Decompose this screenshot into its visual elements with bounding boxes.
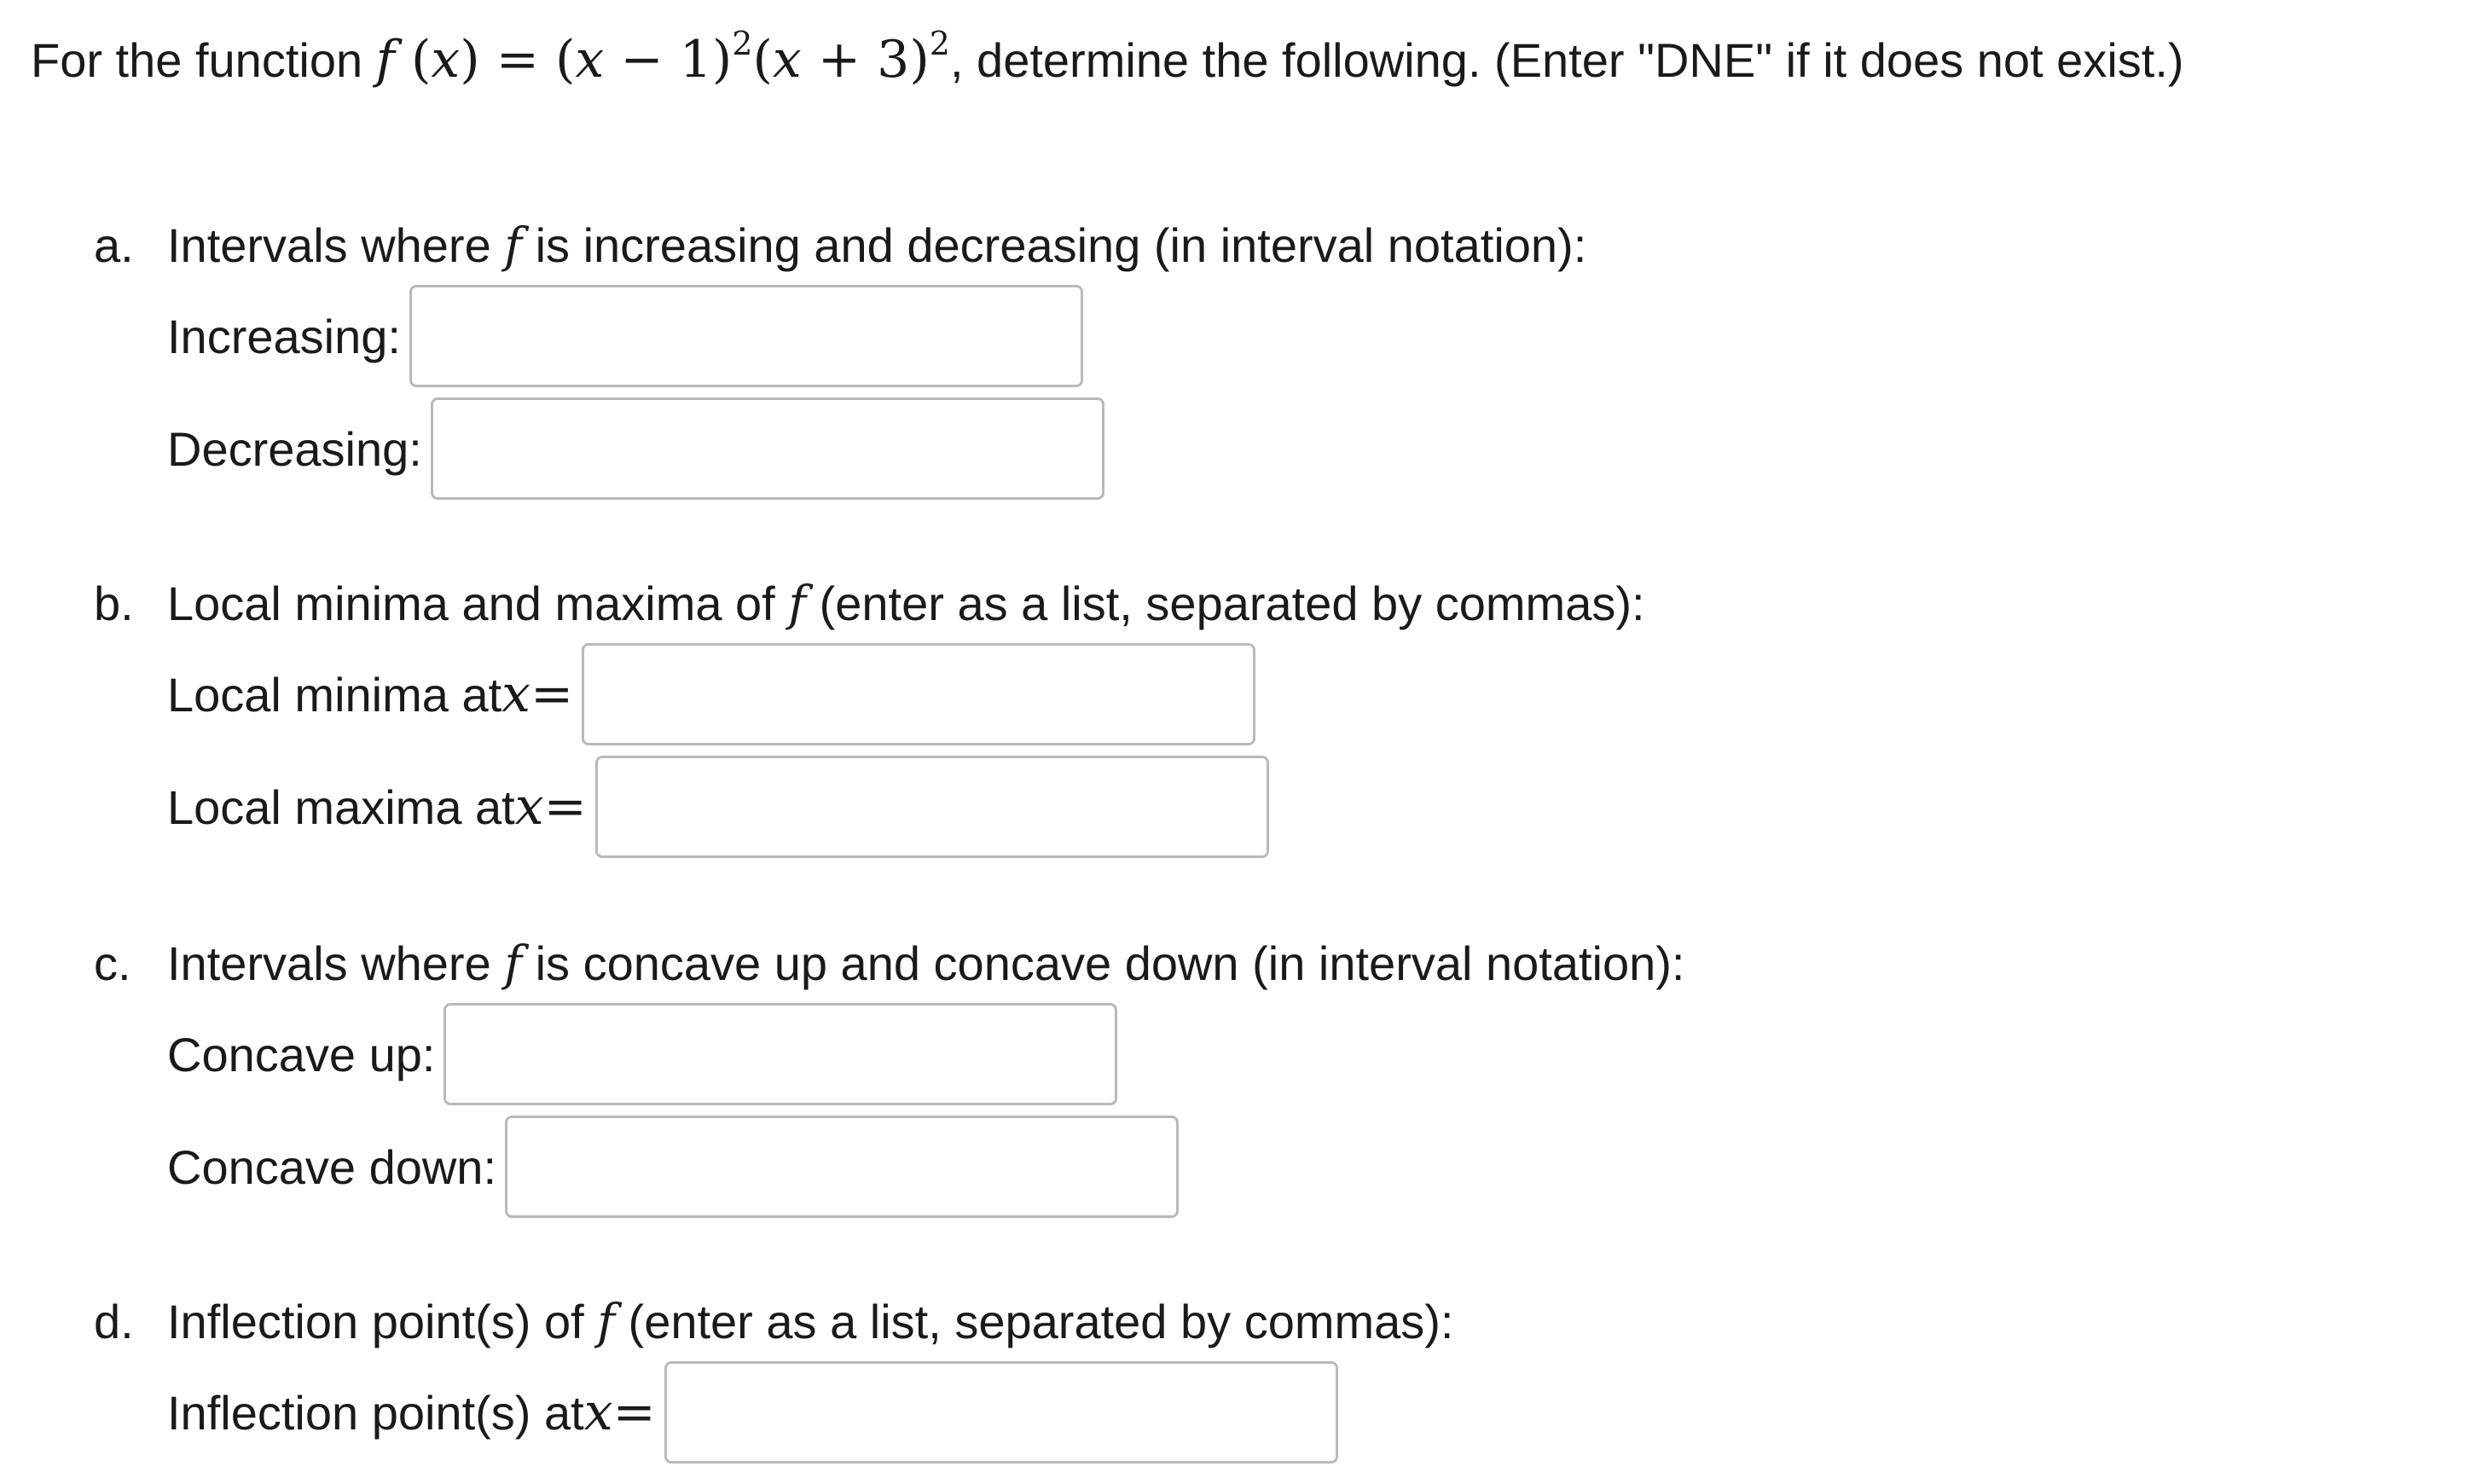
concave-down-label: Concave down: xyxy=(167,1139,497,1194)
inflection-row: Inflection point(s) at x = xyxy=(167,1361,1338,1464)
local-minima-input[interactable] xyxy=(582,643,1255,745)
local-minima-label: Local minima at xyxy=(167,667,502,722)
concave-down-input[interactable] xyxy=(505,1116,1179,1218)
section-c-heading: c. Intervals where f is concave up and concave down (in interval notation): xyxy=(94,936,1685,992)
concave-up-label: Concave up: xyxy=(167,1027,436,1081)
local-maxima-label: Local maxima at xyxy=(167,780,515,834)
section-b-heading: b. Local minima and maxima of f (enter as a list, separated by commas): xyxy=(94,577,1645,632)
prompt-lead: For the function xyxy=(31,33,376,87)
decreasing-row xyxy=(167,397,1104,500)
local-minima-row: Local minima at x = xyxy=(167,643,1255,745)
function-formula: f $(x) = (x - 1)^2(x + 3)^2$ xyxy=(375,25,950,90)
increasing-row xyxy=(167,285,1083,387)
increasing-input[interactable] xyxy=(409,285,1083,387)
problem-statement xyxy=(31,26,2184,95)
concave-up-input[interactable] xyxy=(443,1003,1117,1105)
concave-up-row xyxy=(167,1003,1117,1105)
section-a-heading: a. Intervals where f is increasing and decreasing (in interval notation): xyxy=(94,218,1587,274)
decreasing-label: Decreasing: xyxy=(167,421,422,476)
local-maxima-row: Local maxima at x = xyxy=(167,756,1269,858)
section-d-heading: d. Inflection point(s) of f (enter as a list, separated by commas): xyxy=(94,1295,1454,1350)
local-maxima-input[interactable] xyxy=(595,756,1269,858)
decreasing-input[interactable] xyxy=(431,397,1104,500)
inflection-input[interactable] xyxy=(664,1361,1338,1464)
prompt-tail: , determine the following. (Enter "DNE" if it does not exist.) xyxy=(949,33,2184,87)
inflection-label: Inflection point(s) at xyxy=(167,1385,584,1440)
concave-down-row xyxy=(167,1116,1179,1218)
increasing-label: Increasing: xyxy=(167,309,401,363)
